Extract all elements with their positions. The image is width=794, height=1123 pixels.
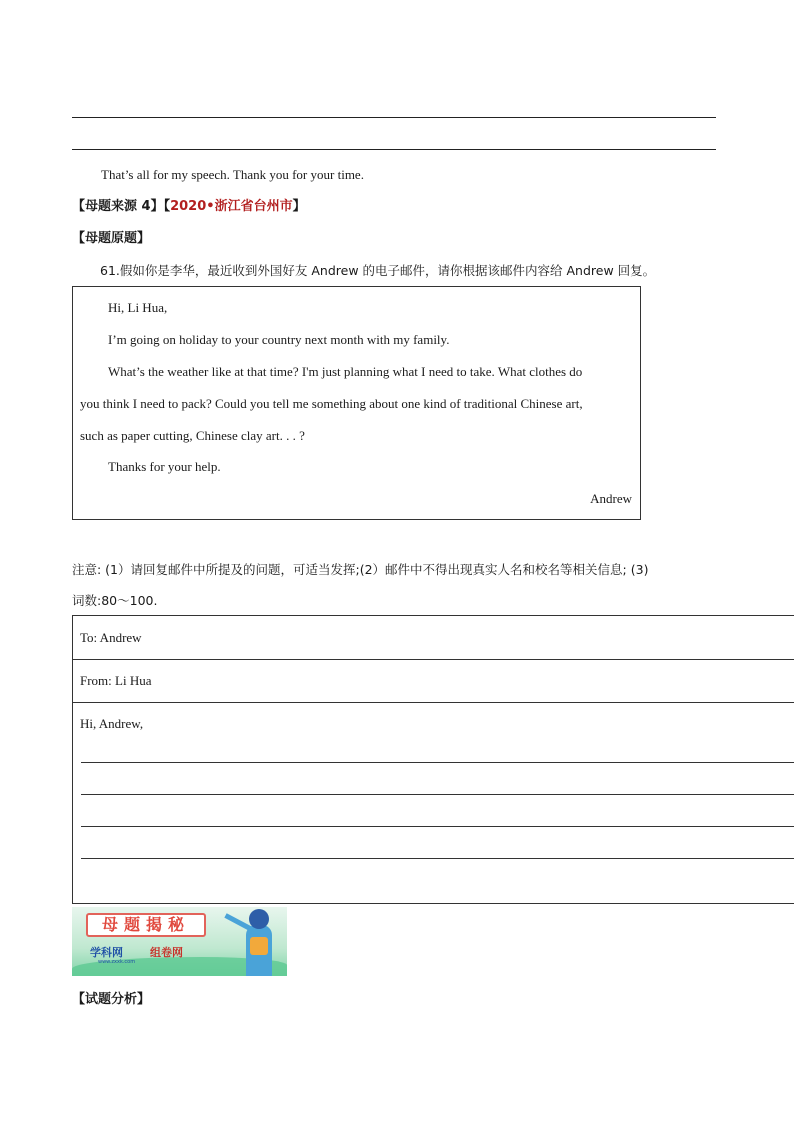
letter-line-1: I’m going on holiday to your country next month with my family. xyxy=(108,332,450,347)
reply-from: From: Li Hua xyxy=(80,673,152,688)
reply-from-row xyxy=(73,659,794,703)
source-label: 【母题来源 4】 xyxy=(72,199,164,214)
answer-line-2 xyxy=(72,149,716,150)
zxxk-logo: 学科网 xyxy=(90,946,123,959)
source-line xyxy=(72,199,306,215)
reply-to: To: Andrew xyxy=(80,630,142,645)
source-tag-text: 2020•浙江省台州市 xyxy=(170,199,293,214)
writing-line-3 xyxy=(81,826,794,827)
letter-line-3: you think I need to pack? Could you tell me something about one kind of traditional Chinese art, xyxy=(80,396,583,411)
prompt-text: 61.假如你是李华，最近收到外国好友 Andrew 的电子邮件，请你根据该邮件内容给 Andrew 回复。 xyxy=(100,263,656,278)
letter-thanks: Thanks for your help. xyxy=(108,459,221,474)
letter-box xyxy=(72,286,641,520)
notes-line-1: 注意: (1）请回复邮件中所提及的问题，可适当发挥;(2）邮件中不得出现真实人名和校名等相关信息; (3) xyxy=(72,562,649,577)
reply-to-row xyxy=(73,616,794,660)
zxxk-logo-sub: www.zxxk.com xyxy=(98,959,136,965)
analysis-heading: 【试题分析】 xyxy=(72,992,151,1007)
source-tag-close: 】 xyxy=(292,199,306,214)
closing-line: That’s all for my speech. Thank you for your time. xyxy=(101,167,364,182)
writing-line-4 xyxy=(81,858,794,859)
reply-form xyxy=(72,615,794,904)
mother-question-banner xyxy=(72,907,287,976)
zujuan-logo: 组卷网 xyxy=(150,946,183,959)
figure-backpack xyxy=(250,937,268,955)
letter-line-2: What’s the weather like at that time? I'm just planning what I need to take. What clothes do xyxy=(108,364,583,379)
figure-head xyxy=(249,909,269,929)
letter-greeting: Hi, Li Hua, xyxy=(108,300,168,315)
letter-signature: Andrew xyxy=(590,491,632,506)
writing-line-1 xyxy=(81,762,794,763)
reply-greeting: Hi, Andrew, xyxy=(80,716,144,731)
writing-line-2 xyxy=(81,794,794,795)
original-heading: 【母题原题】 xyxy=(72,231,151,246)
notes-line-2: 词数:80～100. xyxy=(72,593,158,608)
source-tag-open: 【 xyxy=(163,199,171,214)
letter-line-4: such as paper cutting, Chinese clay art. . . ? xyxy=(80,428,305,443)
banner-title: 母题揭秘 xyxy=(86,913,206,937)
answer-line-1 xyxy=(72,117,716,118)
